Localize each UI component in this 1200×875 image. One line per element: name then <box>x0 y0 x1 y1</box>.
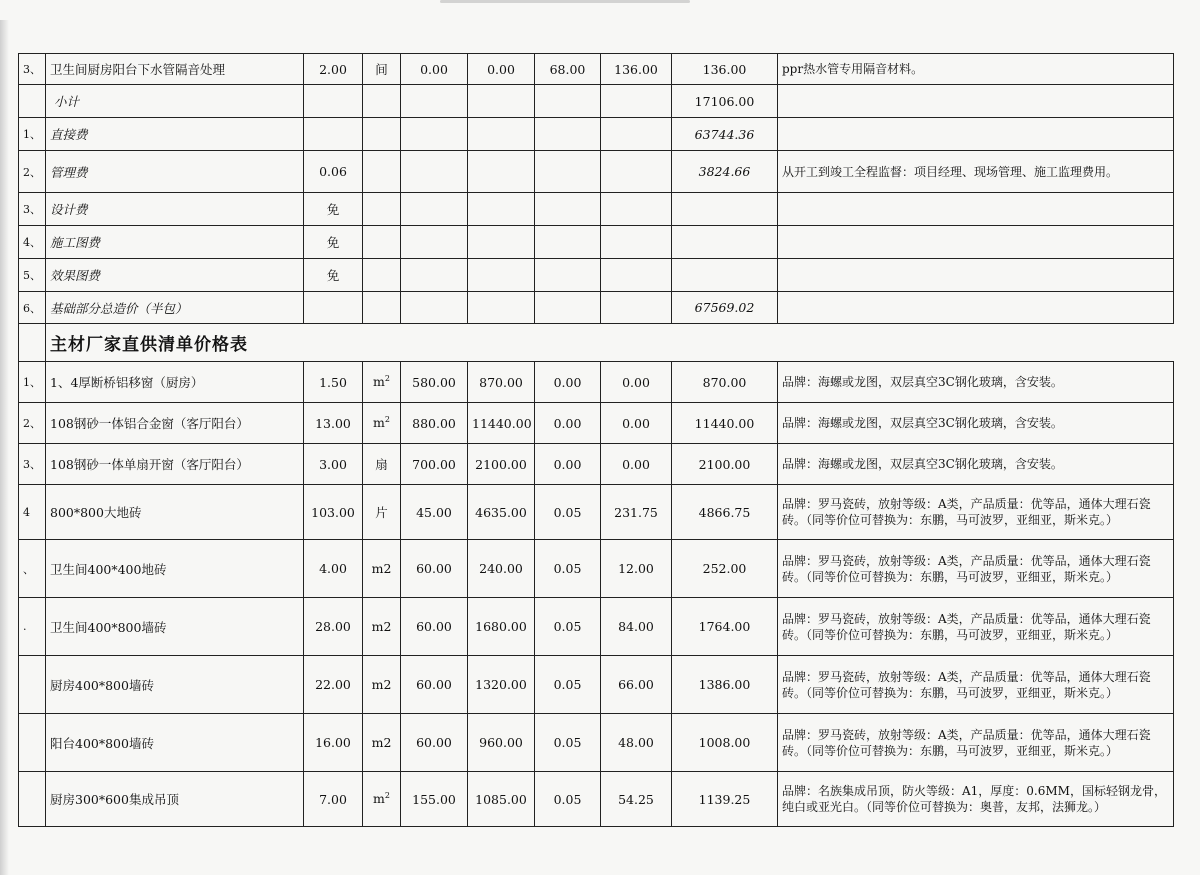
rate: 0.05 <box>535 485 601 540</box>
note: ppr热水管专用隔音材料。 <box>778 54 1174 85</box>
row-number <box>19 656 46 714</box>
summary-row <box>19 259 1174 292</box>
item-name: 卫生间厨房阳台下水管隔音处理 <box>46 54 304 85</box>
empty-cell <box>535 259 601 292</box>
fee: 0.00 <box>601 403 672 444</box>
material-row <box>19 444 1174 485</box>
unit: 间 <box>363 54 401 85</box>
material-row <box>19 540 1174 598</box>
amount: 870.00 <box>468 362 535 403</box>
scan-shadow <box>0 20 9 875</box>
empty-cell <box>468 226 535 259</box>
empty-cell <box>468 118 535 151</box>
unit-price: 45.00 <box>401 485 468 540</box>
material-row <box>19 714 1174 772</box>
quantity: 7.00 <box>304 772 363 827</box>
total: 4866.75 <box>672 485 778 540</box>
rate: 0.00 <box>535 362 601 403</box>
row-number: 5、 <box>19 259 46 292</box>
row-number: 2、 <box>19 151 46 193</box>
empty-cell <box>401 193 468 226</box>
unit-cost: 68.00 <box>535 54 601 85</box>
total <box>672 226 778 259</box>
empty-cell <box>535 151 601 193</box>
row-number <box>19 772 46 827</box>
unit <box>363 772 401 827</box>
item-name: 设计费 <box>46 193 304 226</box>
item-name: 800*800大地砖 <box>46 485 304 540</box>
quantity: 免 <box>304 226 363 259</box>
unit-superscript: 2 <box>384 374 390 384</box>
amount: 2100.00 <box>468 444 535 485</box>
note <box>778 292 1174 324</box>
item-name: 卫生间400*800墙砖 <box>46 598 304 656</box>
summary-row <box>19 193 1174 226</box>
note: 品牌：罗马瓷砖，放射等级：A类，产品质量：优等品，通体大理石瓷砖。（同等价位可替换为：东鹏，马可波罗，亚细亚，斯米克。） <box>778 656 1174 714</box>
summary-row <box>19 151 1174 193</box>
unit <box>363 485 401 540</box>
amount <box>468 85 535 118</box>
unit <box>363 362 401 403</box>
amount: 960.00 <box>468 714 535 772</box>
summary-row <box>19 226 1174 259</box>
empty-cell <box>468 292 535 324</box>
unit-text: 片 <box>375 505 388 520</box>
empty-cell <box>363 151 401 193</box>
quantity: 1.50 <box>304 362 363 403</box>
fee: 84.00 <box>601 598 672 656</box>
row-number <box>19 714 46 772</box>
unit-price: 60.00 <box>401 714 468 772</box>
cost: 136.00 <box>601 54 672 85</box>
unit-text: m <box>373 415 385 431</box>
total: 67569.02 <box>672 292 778 324</box>
table-body <box>19 54 1174 827</box>
row-number: 3、 <box>19 444 46 485</box>
unit-superscript: 2 <box>384 415 390 425</box>
amount: 0.00 <box>468 54 535 85</box>
material-row <box>19 403 1174 444</box>
empty-cell <box>363 259 401 292</box>
note: 品牌：罗马瓷砖，放射等级：A类，产品质量：优等品，通体大理石瓷砖。（同等价位可替换为：东鹏，马可波罗，亚细亚，斯米克。） <box>778 540 1174 598</box>
empty-cell <box>601 226 672 259</box>
total <box>672 259 778 292</box>
quantity: 28.00 <box>304 598 363 656</box>
empty-cell <box>535 118 601 151</box>
note: 品牌：海螺或龙图，双层真空3C钢化玻璃，含安装。 <box>778 444 1174 485</box>
empty-cell <box>363 118 401 151</box>
rate: 0.00 <box>535 403 601 444</box>
fee: 48.00 <box>601 714 672 772</box>
total: 1764.00 <box>672 598 778 656</box>
note: 品牌：海螺或龙图，双层真空3C钢化玻璃，含安装。 <box>778 362 1174 403</box>
row-number: 3、 <box>19 54 46 85</box>
empty-cell <box>401 118 468 151</box>
quantity: 免 <box>304 259 363 292</box>
row-number: 1、 <box>19 118 46 151</box>
total: 63744.36 <box>672 118 778 151</box>
item-name: 直接费 <box>46 118 304 151</box>
total: 136.00 <box>672 54 778 85</box>
note <box>778 85 1174 118</box>
unit <box>363 656 401 714</box>
empty-cell <box>468 193 535 226</box>
empty-cell <box>401 226 468 259</box>
material-row <box>19 362 1174 403</box>
unit-price: 880.00 <box>401 403 468 444</box>
section-title-row <box>19 324 1174 362</box>
total: 1008.00 <box>672 714 778 772</box>
rate: 0.00 <box>535 444 601 485</box>
unit-text: 扇 <box>375 457 388 472</box>
unit <box>363 540 401 598</box>
unit-price: 580.00 <box>401 362 468 403</box>
fee: 66.00 <box>601 656 672 714</box>
unit-text: m2 <box>371 619 392 634</box>
item-name: 阳台400*800墙砖 <box>46 714 304 772</box>
row-number: 6、 <box>19 292 46 324</box>
empty-cell <box>601 118 672 151</box>
row-number: 1、 <box>19 362 46 403</box>
item-name: 108钢砂一体单扇开窗（客厅阳台） <box>46 444 304 485</box>
empty-cell <box>401 151 468 193</box>
row-number: 4、 <box>19 226 46 259</box>
note <box>778 118 1174 151</box>
unit <box>363 403 401 444</box>
rate: 0.05 <box>535 656 601 714</box>
empty-cell <box>468 259 535 292</box>
total: 11440.00 <box>672 403 778 444</box>
unit-price: 700.00 <box>401 444 468 485</box>
quantity: 3.00 <box>304 444 363 485</box>
fee: 12.00 <box>601 540 672 598</box>
item-row <box>19 54 1174 85</box>
note: 品牌：海螺或龙图，双层真空3C钢化玻璃，含安装。 <box>778 403 1174 444</box>
row-number: 4 <box>19 485 46 540</box>
total: 870.00 <box>672 362 778 403</box>
note: 品牌：罗马瓷砖，放射等级：A类，产品质量：优等品，通体大理石瓷砖。（同等价位可替换为：东鹏，马可波罗，亚细亚，斯米克。） <box>778 598 1174 656</box>
fee: 231.75 <box>601 485 672 540</box>
item-name: 1、4厚断桥铝移窗（厨房） <box>46 362 304 403</box>
summary-row <box>19 292 1174 324</box>
row-number: 2、 <box>19 403 46 444</box>
unit-text: m2 <box>371 561 392 576</box>
empty-cell <box>601 292 672 324</box>
quantity: 13.00 <box>304 403 363 444</box>
note: 品牌：名族集成吊顶，防火等级：A1，厚度：0.6MM，国标轻钢龙骨，纯白或亚光白。（同等价位可替换为：奥普，友邦，法狮龙。） <box>778 772 1174 827</box>
note <box>778 259 1174 292</box>
empty-cell <box>401 292 468 324</box>
unit <box>363 444 401 485</box>
amount: 1320.00 <box>468 656 535 714</box>
total: 17106.00 <box>672 85 778 118</box>
empty-cell <box>468 151 535 193</box>
quantity <box>304 118 363 151</box>
note: 从开工到竣工全程监督：项目经理、现场管理、施工监理费用。 <box>778 151 1174 193</box>
rate: 0.05 <box>535 772 601 827</box>
item-name: 108钢砂一体铝合金窗（客厅阳台） <box>46 403 304 444</box>
empty-cell <box>535 226 601 259</box>
note <box>778 193 1174 226</box>
material-row <box>19 772 1174 827</box>
amount: 1680.00 <box>468 598 535 656</box>
amount: 4635.00 <box>468 485 535 540</box>
fee: 0.00 <box>601 362 672 403</box>
quantity: 22.00 <box>304 656 363 714</box>
rate: 0.05 <box>535 540 601 598</box>
unit-price: 60.00 <box>401 598 468 656</box>
amount: 240.00 <box>468 540 535 598</box>
item-name: 基础部分总造价（半包） <box>46 292 304 324</box>
total: 2100.00 <box>672 444 778 485</box>
unit-price: 60.00 <box>401 540 468 598</box>
unit-text: m2 <box>371 677 392 692</box>
item-name: 施工图费 <box>46 226 304 259</box>
empty-cell <box>19 324 46 362</box>
quantity: 2.00 <box>304 54 363 85</box>
row-number: 、 <box>19 540 46 598</box>
fee: 0.00 <box>601 444 672 485</box>
item-name: 小计 <box>46 85 304 118</box>
rate: 0.05 <box>535 714 601 772</box>
quantity: 103.00 <box>304 485 363 540</box>
quantity: 0.06 <box>304 151 363 193</box>
material-row <box>19 598 1174 656</box>
rate: 0.05 <box>535 598 601 656</box>
total: 1139.25 <box>672 772 778 827</box>
item-name: 管理费 <box>46 151 304 193</box>
total: 3824.66 <box>672 151 778 193</box>
unit <box>363 85 401 118</box>
page-edge <box>440 0 690 3</box>
cost <box>601 85 672 118</box>
empty-cell <box>535 193 601 226</box>
amount: 11440.00 <box>468 403 535 444</box>
quantity <box>304 85 363 118</box>
unit <box>363 714 401 772</box>
unit-cost <box>535 85 601 118</box>
fee: 54.25 <box>601 772 672 827</box>
unit-price: 155.00 <box>401 772 468 827</box>
row-number: . <box>19 598 46 656</box>
row-number <box>19 85 46 118</box>
subtotal-row <box>19 85 1174 118</box>
unit-price: 60.00 <box>401 656 468 714</box>
empty-cell <box>601 193 672 226</box>
empty-cell <box>601 151 672 193</box>
unit <box>363 598 401 656</box>
quantity <box>304 292 363 324</box>
quantity: 16.00 <box>304 714 363 772</box>
unit-text: m <box>373 791 385 807</box>
item-name: 厨房400*800墙砖 <box>46 656 304 714</box>
amount: 1085.00 <box>468 772 535 827</box>
note: 品牌：罗马瓷砖，放射等级：A类，产品质量：优等品，通体大理石瓷砖。（同等价位可替换为：东鹏，马可波罗，亚细亚，斯米克。） <box>778 714 1174 772</box>
empty-cell <box>535 292 601 324</box>
quantity: 免 <box>304 193 363 226</box>
unit-price: 0.00 <box>401 54 468 85</box>
total: 1386.00 <box>672 656 778 714</box>
empty-cell <box>601 259 672 292</box>
empty-cell <box>363 226 401 259</box>
row-number: 3、 <box>19 193 46 226</box>
unit-text: m2 <box>371 735 392 750</box>
unit-price <box>401 85 468 118</box>
note: 品牌：罗马瓷砖，放射等级：A类，产品质量：优等品，通体大理石瓷砖。（同等价位可替换为：东鹏，马可波罗，亚细亚，斯米克。） <box>778 485 1174 540</box>
material-row <box>19 656 1174 714</box>
empty-cell <box>363 292 401 324</box>
summary-row <box>19 118 1174 151</box>
total: 252.00 <box>672 540 778 598</box>
quantity: 4.00 <box>304 540 363 598</box>
unit-superscript: 2 <box>384 791 390 801</box>
empty-cell <box>401 259 468 292</box>
section-title: 主材厂家直供清单价格表 <box>46 324 1174 362</box>
item-name: 厨房300*600集成吊顶 <box>46 772 304 827</box>
note <box>778 226 1174 259</box>
item-name: 效果图费 <box>46 259 304 292</box>
material-row <box>19 485 1174 540</box>
price-table <box>18 53 1174 827</box>
empty-cell <box>363 193 401 226</box>
item-name: 卫生间400*400地砖 <box>46 540 304 598</box>
total <box>672 193 778 226</box>
unit-text: m <box>373 374 385 390</box>
